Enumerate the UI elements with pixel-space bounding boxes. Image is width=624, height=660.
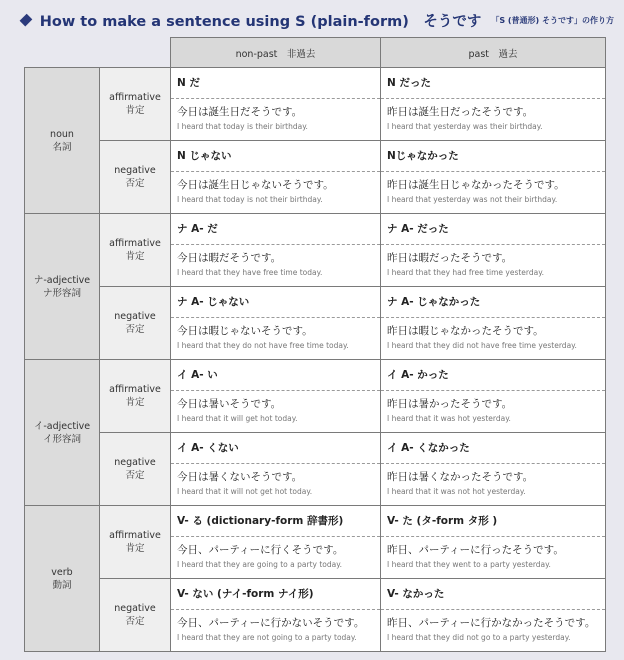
form-pattern: イ A- くない (171, 433, 380, 464)
category-label: イ-adjective (33, 420, 91, 432)
example-english: I heard that they are not going to a party today. (177, 633, 357, 642)
form-pattern: V- る (dictionary-form 辞書形) (171, 506, 380, 537)
category-label: イ形容詞 (42, 433, 81, 445)
past-cell (381, 433, 606, 506)
polarity-cell (100, 579, 171, 652)
example-english: I heard that they went to a party yesterday. (387, 560, 551, 569)
past-cell (381, 579, 606, 652)
form-pattern: ナ A- だ (171, 214, 380, 245)
past-cell (381, 506, 606, 579)
polarity-cell (100, 287, 171, 360)
polarity-label: negative (114, 165, 156, 176)
form-pattern: V- なかった (381, 579, 605, 610)
nonpast-cell (171, 506, 381, 579)
example-english: I heard that it was not hot yesterday. (387, 487, 526, 496)
page-subtitle: 「S (普通形) そうです」の作り方 (491, 15, 614, 25)
example-english: I heard that they did not go to a party yesterday. (387, 633, 571, 642)
polarity-label: 否定 (125, 178, 145, 189)
example-english: I heard that they have free time today. (177, 268, 323, 277)
example-japanese: 今日、パーティーに行くそうです。 (177, 544, 344, 556)
example-japanese: 今日は暇だそうです。 (177, 252, 282, 264)
example-english: I heard that yesterday was their birthday. (387, 122, 543, 131)
category-label: 動詞 (52, 579, 72, 591)
category-cell (25, 68, 100, 214)
nonpast-cell (171, 433, 381, 506)
category-cell (25, 214, 100, 360)
example-japanese: 今日、パーティーに行かないそうです。 (177, 617, 365, 629)
example-english: I heard that they had free time yesterday. (387, 268, 544, 277)
form-pattern: イ A- くなかった (381, 433, 605, 464)
nonpast-cell (171, 214, 381, 287)
category-label: 名詞 (52, 141, 72, 153)
form-pattern: Nじゃなかった (381, 141, 605, 172)
form-pattern: N じゃない (171, 141, 380, 172)
form-pattern: ナ A- だった (381, 214, 605, 245)
table-row (25, 214, 606, 287)
polarity-cell (100, 214, 171, 287)
polarity-label: 否定 (125, 470, 145, 481)
polarity-label: affirmative (109, 530, 161, 541)
polarity-label: 否定 (125, 324, 145, 335)
column-header-nonpast: non-past 非過去 (171, 38, 381, 68)
table-row (25, 506, 606, 579)
example-english: I heard that today is not their birthday. (177, 195, 323, 204)
polarity-label: affirmative (109, 92, 161, 103)
table-row (25, 433, 606, 506)
past-cell (381, 287, 606, 360)
example-english: I heard that it will not get hot today. (177, 487, 313, 496)
table-row (25, 360, 606, 433)
example-japanese: 昨日は誕生日だったそうです。 (387, 106, 534, 118)
polarity-cell (100, 360, 171, 433)
example-english: I heard that it will get hot today. (177, 414, 298, 423)
grammar-table (24, 37, 606, 652)
table-row (25, 68, 606, 141)
example-japanese: 昨日は暑くなかったそうです。 (387, 471, 534, 483)
form-pattern: N だった (381, 68, 605, 99)
past-cell (381, 214, 606, 287)
example-japanese: 今日は暇じゃないそうです。 (177, 325, 313, 337)
form-pattern: N だ (171, 68, 380, 99)
polarity-cell (100, 506, 171, 579)
polarity-label: affirmative (109, 384, 161, 395)
example-japanese: 昨日、パーティーに行ったそうです。 (387, 544, 564, 556)
polarity-cell (100, 68, 171, 141)
polarity-label: 否定 (125, 616, 145, 627)
example-english: I heard that they are going to a party today. (177, 560, 342, 569)
example-japanese: 今日は暑いそうです。 (177, 398, 282, 410)
polarity-cell (100, 141, 171, 214)
example-japanese: 昨日、パーティーに行かなかったそうです。 (387, 617, 596, 629)
category-label: ナ-adjective (33, 274, 91, 286)
example-japanese: 今日は誕生日だそうです。 (177, 106, 303, 118)
form-pattern: ナ A- じゃなかった (381, 287, 605, 318)
header (22, 8, 614, 32)
category-label: verb (51, 566, 73, 578)
polarity-label: negative (114, 457, 156, 468)
past-cell (381, 68, 606, 141)
polarity-label: negative (114, 603, 156, 614)
category-cell (25, 506, 100, 652)
nonpast-cell (171, 141, 381, 214)
past-cell (381, 360, 606, 433)
example-japanese: 昨日は暇じゃなかったそうです。 (387, 325, 544, 337)
nonpast-cell (171, 360, 381, 433)
category-cell (25, 360, 100, 506)
polarity-label: affirmative (109, 238, 161, 249)
example-japanese: 昨日は誕生日じゃなかったそうです。 (387, 179, 565, 191)
nonpast-cell (171, 68, 381, 141)
example-english: I heard that yesterday was not their birthday. (387, 195, 558, 204)
table-row (25, 579, 606, 652)
header-blank (25, 38, 171, 68)
example-japanese: 昨日は暑かったそうです。 (387, 398, 513, 410)
polarity-label: 肯定 (125, 543, 145, 554)
form-pattern: イ A- かった (381, 360, 605, 391)
column-header-past: past 過去 (381, 38, 606, 68)
polarity-label: 肯定 (125, 251, 145, 262)
nonpast-cell (171, 579, 381, 652)
category-label: ナ形容詞 (42, 287, 81, 299)
example-english: I heard that today is their birthday. (177, 122, 308, 131)
table-header-row (25, 38, 606, 68)
example-japanese: 今日は暑くないそうです。 (177, 471, 303, 483)
form-pattern: V- ない (ナイ-form ナイ形) (171, 579, 380, 610)
polarity-label: negative (114, 311, 156, 322)
category-label: noun (50, 128, 74, 140)
form-pattern: イ A- い (171, 360, 380, 391)
form-pattern: V- た (タ-form タ形 ) (381, 506, 605, 537)
diamond-bullet-icon (20, 14, 33, 27)
table-body (25, 68, 606, 652)
table-row (25, 141, 606, 214)
example-english: I heard that it was hot yesterday. (387, 414, 511, 423)
past-cell (381, 141, 606, 214)
polarity-label: 肯定 (125, 397, 145, 408)
polarity-label: 肯定 (125, 105, 145, 116)
example-japanese: 今日は誕生日じゃないそうです。 (177, 179, 334, 191)
nonpast-cell (171, 287, 381, 360)
page-title: How to make a sentence using S (plain-form) そうです (39, 13, 482, 30)
example-english: I heard that they do not have free time today. (177, 341, 349, 350)
table-row (25, 287, 606, 360)
example-english: I heard that they did not have free time yesterday. (387, 341, 577, 350)
example-japanese: 昨日は暇だったそうです。 (387, 252, 513, 264)
polarity-cell (100, 433, 171, 506)
form-pattern: ナ A- じゃない (171, 287, 380, 318)
